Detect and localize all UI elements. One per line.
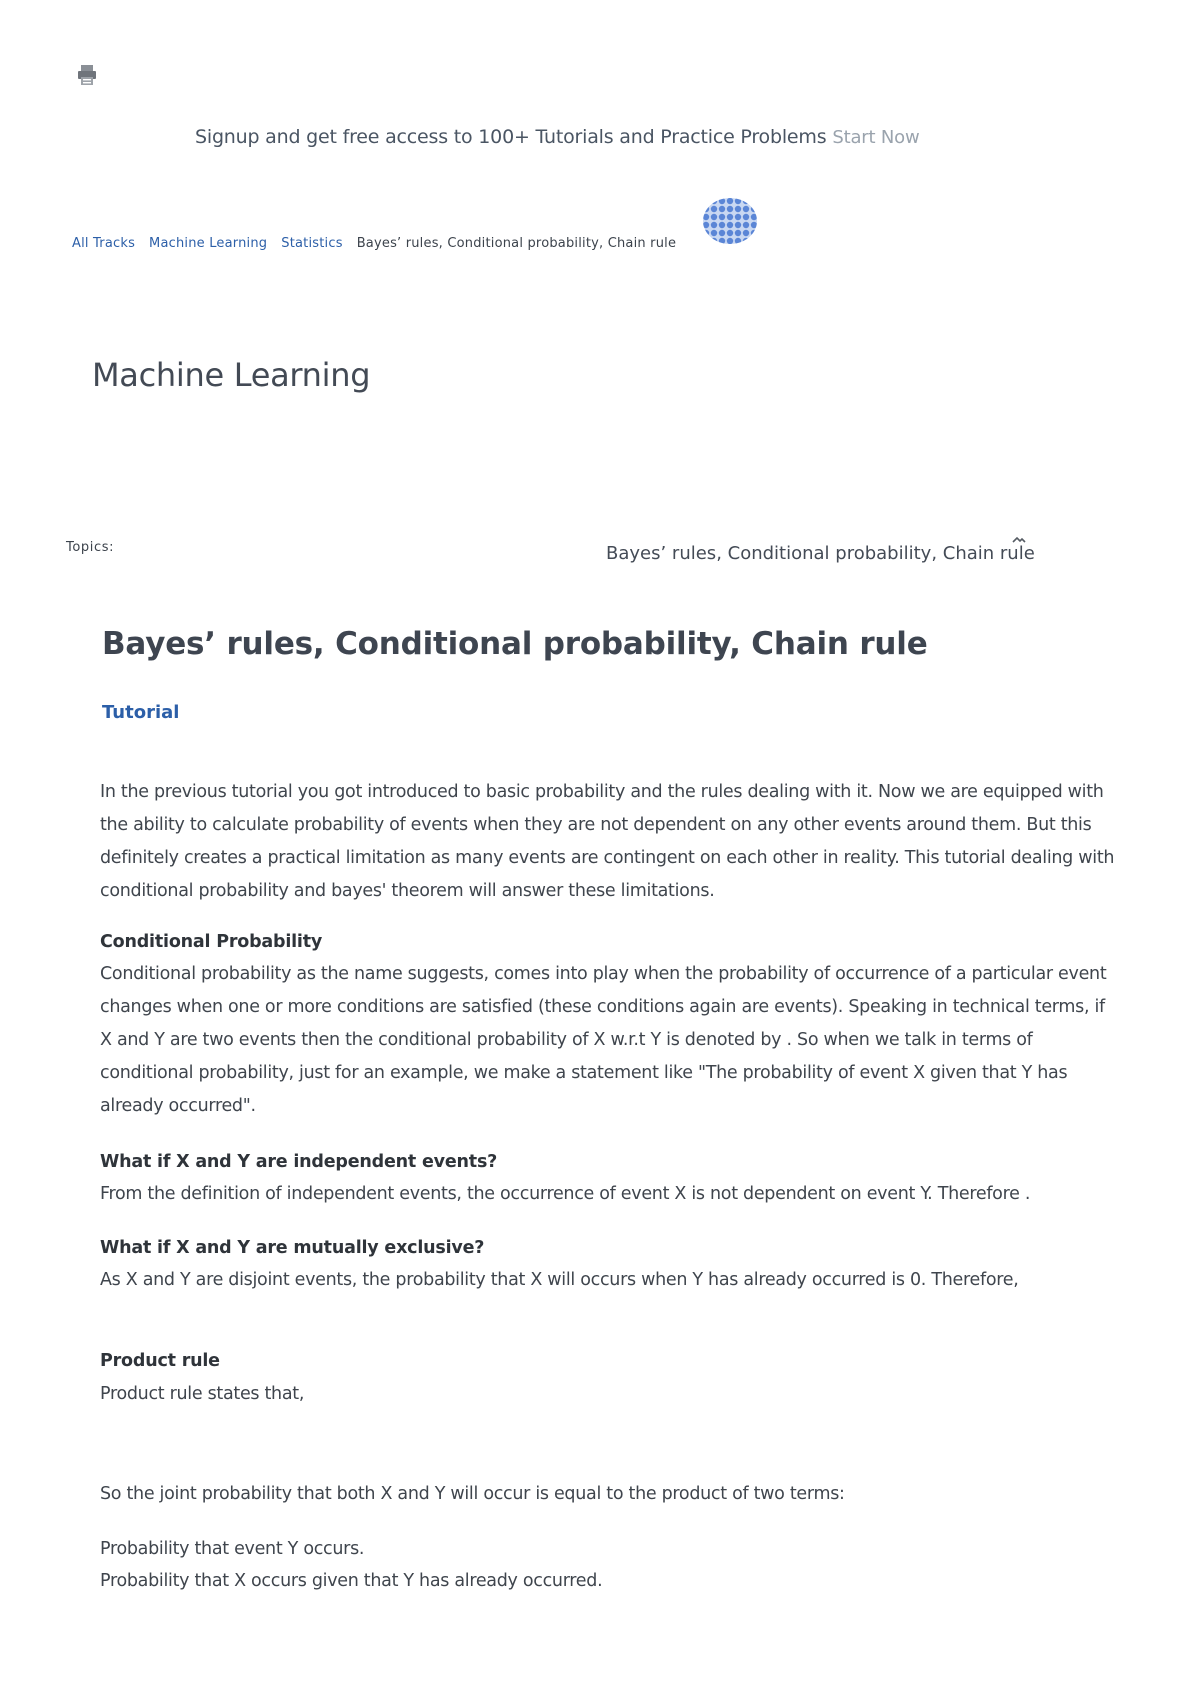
independent-heading: What if X and Y are independent events? <box>100 1152 498 1172</box>
independent-paragraph: From the definition of independent events, the occurrence of event X is not dependent on event Y. Therefore . <box>100 1184 1031 1204</box>
exclusive-heading: What if X and Y are mutually exclusive? <box>100 1238 485 1258</box>
conditional-paragraph: Conditional probability as the name suggests, comes into play when the probability of occurrence of a particular event changes when one or more conditions are satisfied (these conditions again are events). Speaking in technical terms, if X and Y are two events then the conditional probability of X w.r.t Y is denoted by . So when we talk in terms of conditional probability, just for an example, we make a statement like "The probability of event X given that Y has already occurred". <box>100 964 1107 1116</box>
signup-banner <box>195 126 919 148</box>
breadcrumb-all-tracks[interactable]: All Tracks <box>72 236 136 251</box>
chevron-icon[interactable] <box>1012 536 1026 544</box>
breadcrumb <box>72 236 676 251</box>
article-title: Bayes’ rules, Conditional probability, Chain rule <box>102 626 928 662</box>
term-one: Probability that event Y occurs. <box>100 1539 365 1559</box>
topic-dropdown[interactable]: Bayes’ rules, Conditional probability, Chain rule <box>606 543 1035 564</box>
joint-paragraph: So the joint probability that both X and Y will occur is equal to the product of two terms: <box>100 1484 845 1504</box>
breadcrumb-statistics[interactable]: Statistics <box>281 236 343 251</box>
printer-icon[interactable] <box>77 64 97 86</box>
topics-label: Topics: <box>66 540 115 555</box>
breadcrumb-machine-learning[interactable]: Machine Learning <box>149 236 268 251</box>
conditional-heading: Conditional Probability <box>100 932 323 952</box>
signup-text: Signup and get free access to 100+ Tutorials and Practice Problems <box>195 126 827 148</box>
term-two: Probability that X occurs given that Y has already occurred. <box>100 1571 603 1591</box>
section-title: Machine Learning <box>92 356 371 394</box>
intro-paragraph: In the previous tutorial you got introduced to basic probability and the rules dealing with it. Now we are equipped with the ability to calculate probability of events when they are not dependent on any other events around them. But this definitely creates a practical limitation as many events are contingent on each other in reality. This tutorial dealing with conditional probability and bayes' theorem will answer these limitations. <box>100 782 1115 901</box>
breadcrumb-current: Bayes’ rules, Conditional probability, Chain rule <box>356 236 677 251</box>
product-heading: Product rule <box>100 1351 220 1371</box>
exclusive-paragraph: As X and Y are disjoint events, the probability that X will occurs when Y has already occurred is 0. Therefore, <box>100 1270 1019 1290</box>
globe-pattern-icon <box>702 197 758 245</box>
product-paragraph: Product rule states that, <box>100 1384 305 1404</box>
start-now-link[interactable]: Start Now <box>832 127 920 148</box>
tutorial-tag[interactable]: Tutorial <box>102 702 180 723</box>
